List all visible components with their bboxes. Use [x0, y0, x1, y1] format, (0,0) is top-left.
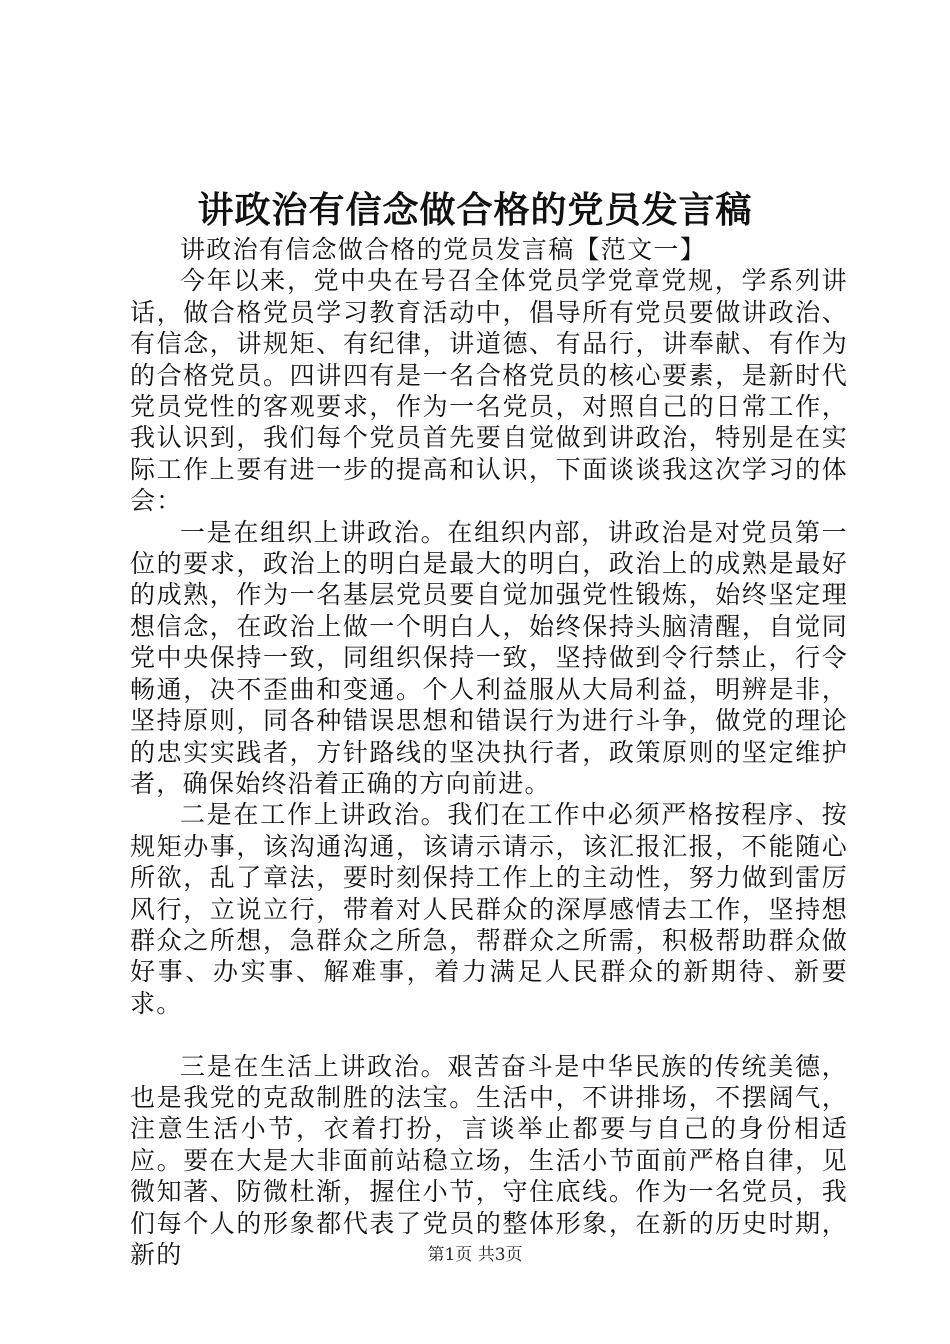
paragraph-work: 二是在工作上讲政治。我们在工作中必须严格按程序、按规矩办事，该沟通沟通，该请示请示，该汇报汇报，不能随心所欲，乱了章法，要时刻保持工作上的主动性，努力做到雷厉风行，立说立行，带着对人民群众的深厚感情去工作，坚持想群众之所想，急群众之所急，帮群众之所需，积极帮助群众做好事、办实事、解难事，着力满足人民群众的新期待、新要求。	[130, 800, 848, 1018]
paragraph-intro: 今年以来，党中央在号召全体党员学党章党规，学系列讲话，做合格党员学习教育活动中，倡导所有党员要做讲政治、有信念，讲规矩、有纪律，讲道德、有品行，讲奉献、有作为的合格党员。四讲四有是一名合格党员的核心要素，是新时代党员党性的客观要求，作为一名党员，对照自己的日常工作，我认识到，我们每个党员首先要自觉做到讲政治，特别是在实际工作上要有进一步的提高和认识，下面谈谈我这次学习的体会：	[130, 266, 848, 516]
document-subtitle: 讲政治有信念做合格的党员发言稿【范文一】	[180, 235, 707, 264]
paragraph-organization: 一是在组织上讲政治。在组织内部，讲政治是对党员第一位的要求，政治上的明白是最大的明白，政治上的成熟是最好的成熟，作为一名基层党员要自觉加强党性锻炼，始终坚定理想信念，在政治上做一个明白人，始终保持头脑清醒，自觉同党中央保持一致，同组织保持一致，坚持做到令行禁止，行令畅通，决不歪曲和变通。个人利益服从大局利益，明辨是非，坚持原则，同各种错误思想和错误行为进行斗争，做党的理论的忠实实践者，方针路线的坚决执行者，政策原则的坚定维护者，确保始终沿着正确的方向前进。	[130, 517, 848, 798]
paragraph-gap	[130, 1019, 848, 1050]
paragraph-life: 三是在生活上讲政治。艰苦奋斗是中华民族的传统美德，也是我党的克敌制胜的法宝。生活中，不讲排场，不摆阔气，注意生活小节，衣着打扮，言谈举止都要与自己的身份相适应。要在大是大非面前站稳立场，生活小节面前严格自律，见微知著、防微杜渐，握住小节，守住底线。作为一名党员，我们每个人的形象都代表了党员的整体形象，在新的历史时期，新的	[130, 1051, 848, 1269]
document-body	[130, 234, 848, 1270]
page-footer: 第1页 共3页	[427, 1245, 523, 1265]
document-title: 讲政治有信念做合格的党员发言稿	[197, 189, 753, 231]
